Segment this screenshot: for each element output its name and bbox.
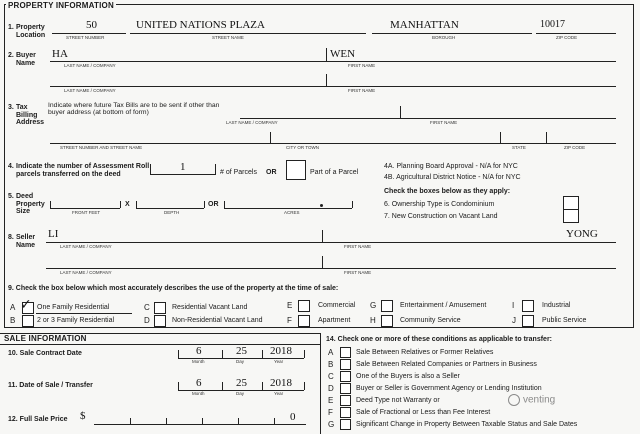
condition-text-d: Buyer or Seller is Government Agency or Lending Institution [356,385,542,392]
parcels-label: Indicate the number of Assessment Roll parcels transferred on the deed [16,163,150,178]
price-value[interactable]: 0 [290,411,296,423]
condition-text-g: Significant Change in Property Between Taxable Status and Sale Dates [356,421,578,428]
use-option-a-underline [36,313,132,314]
use-letter-j: J [512,316,516,325]
tax-billing-label: Tax Billing Address [16,104,45,127]
buyer-num: 2. [8,52,14,59]
use-letter-a: A [10,303,16,312]
use-option-e: Commercial [318,302,356,309]
price-tick-1 [130,418,131,424]
buyer-last-line-2 [50,86,326,87]
tax-billing-city-divider [270,132,271,144]
transfer-month-value[interactable]: 6 [196,377,202,389]
watermark-icon [508,394,520,406]
zip-line [536,33,616,34]
buyer-label: Buyer Name [16,52,36,67]
contract-month-value[interactable]: 6 [196,345,202,357]
condition-text-e: Deed Type not Warranty or [356,397,440,404]
price-label: 12. Full Sale Price [8,416,68,423]
seller-first-line-2 [322,268,616,269]
contract-tick-2 [222,350,223,358]
acres-tick-r [352,201,353,208]
use-checkbox-h[interactable] [381,315,393,327]
street-number-value[interactable]: 50 [86,19,97,31]
acres-tick-l [224,201,225,208]
condition-checkbox-b[interactable] [340,359,351,370]
tax-billing-last-caption: LAST NAME / COMPANY [226,120,278,125]
watermark-text: venting [523,394,556,406]
condition-checkbox-e[interactable] [340,395,351,406]
use-letter-i: I [512,301,515,310]
use-letter-g: G [370,301,377,310]
condition-text-a: Sale Between Relatives or Former Relatives [356,349,494,356]
street-name-line [130,33,366,34]
parcels-value[interactable]: 1 [180,161,186,173]
transfer-month-caption: Month [192,391,205,396]
tax-billing-num: 3. [8,104,14,111]
property-location-num: 1. [8,24,14,31]
buyer-first-caption-1: FIRST NAME [348,63,376,68]
tax-billing-name-line [240,118,616,119]
ownership-type-label: 6. Ownership Type is Condominium [384,201,495,208]
seller-num: 8. [8,234,14,241]
part-of-parcel-label: Part of a Parcel [310,169,359,176]
contract-tick-1 [178,350,179,358]
parcels-count-label: # of Parcels [220,169,257,176]
use-option-j: Public Service [542,317,587,324]
condition-letter-a: A [328,348,334,357]
use-letter-e: E [287,301,293,310]
use-option-d: Non-Residential Vacant Land [172,317,263,324]
zip-caption: ZIP CODE [556,35,578,40]
buyer-last-line-1 [50,61,326,62]
depth-caption: DEPTH [164,210,180,215]
buyer-first-name-value[interactable]: WEN [330,48,356,60]
acres-caption: ACRES [284,210,300,215]
use-letter-d: D [144,316,150,325]
condition-letter-d: D [328,384,334,393]
parcels-left-tick [150,164,151,174]
depth-tick-r [204,201,205,208]
street-name-caption: STREET NAME [212,35,244,40]
use-option-a: One Family Residential [37,304,110,311]
price-currency: $ [80,410,86,422]
front-feet-line [50,208,120,209]
price-tick-2 [166,418,167,424]
tax-billing-city-caption: CITY OR TOWN [286,145,320,150]
parcels-or: OR [266,169,277,176]
buyer-first-caption-2: FIRST NAME [348,88,376,93]
condition-checkbox-a[interactable] [340,347,351,358]
condition-text-c: One of the Buyers is also a Seller [356,373,460,380]
contract-tick-3 [262,350,263,358]
depth-line [136,208,204,209]
use-option-b: 2 or 3 Family Residential [37,317,115,324]
contract-year-caption: Year [274,359,284,364]
parcels-num: 4. [8,163,14,170]
buyer-first-line-1 [326,61,616,62]
front-feet-tick-l [50,201,51,208]
tax-billing-zip-caption: ZIP CODE [564,145,586,150]
seller-label: Seller Name [16,234,36,249]
planning-board-text: 4A. Planning Board Approval - N/A for NYC [384,163,518,170]
use-checkbox-i[interactable] [522,300,534,312]
transfer-date-label: 11. Date of Sale / Transfer [8,382,93,389]
ownership-condo-checkbox[interactable] [563,196,579,210]
part-of-parcel-checkbox[interactable] [286,160,306,180]
check-boxes-instruction: Check the boxes below as they apply: [384,188,511,195]
tax-billing-address-line [50,143,616,144]
use-checkbox-b[interactable] [22,315,34,327]
condition-checkbox-g[interactable] [340,419,351,430]
use-option-i: Industrial [542,302,571,309]
condition-checkbox-c[interactable] [340,371,351,382]
use-checkbox-e[interactable] [298,300,310,312]
condition-letter-e: E [328,396,334,405]
street-name-value[interactable]: UNITED NATIONS PLAZA [136,19,265,31]
buyer-divider [326,48,327,62]
use-letter-c: C [144,303,150,312]
seller-first-caption-1: FIRST NAME [344,244,372,249]
front-feet-caption: FRONT FEET [72,210,101,215]
use-option-g: Entertainment / Amusement [400,302,487,309]
price-tick-5 [274,418,275,424]
condition-letter-b: B [328,360,334,369]
contract-date-label: 10. Sale Contract Date [8,350,82,357]
borough-caption: BOROUGH [432,35,456,40]
property-info-header: PROPERTY INFORMATION [8,1,114,10]
transfer-year-value[interactable]: 2018 [270,377,292,389]
condition-checkbox-f[interactable] [340,407,351,418]
buyer-last-caption-2: LAST NAME / COMPANY [64,88,116,93]
transfer-tick-1 [178,382,179,390]
use-letter-b: B [10,316,16,325]
condition-text-b: Sale Between Related Companies or Partners in Business [356,361,537,368]
buyer-first-line-2 [326,86,616,87]
condition-letter-g: G [328,420,335,429]
use-checkbox-j[interactable] [522,315,534,327]
seller-last-line-2 [46,268,322,269]
condition-checkbox-d[interactable] [340,383,351,394]
street-number-caption: STREET NUMBER [66,35,105,40]
price-tick-3 [202,418,203,424]
acres-decimal-dot [320,204,323,207]
contract-year-value[interactable]: 2018 [270,345,292,357]
tax-billing-state-caption: STATE [512,145,526,150]
use-checkmark-a: ✓ [20,297,32,313]
transfer-day-value[interactable]: 25 [236,377,247,389]
use-checkbox-g[interactable] [381,300,393,312]
transfer-tick-2 [222,382,223,390]
new-construction-checkbox[interactable] [563,209,579,223]
use-checkbox-d[interactable] [154,315,166,327]
contract-tick-4 [304,350,305,358]
street-number-line [52,33,126,34]
use-instruction: 9. Check the box below which most accurately describes the use of the property at the time of sale: [8,285,339,292]
use-letter-h: H [370,316,376,325]
new-construction-label: 7. New Construction on Vacant Land [384,213,498,220]
seller-first-line-1 [322,242,616,243]
deed-num: 5. [8,193,14,200]
contract-day-value[interactable]: 25 [236,345,247,357]
tax-billing-street-caption: STREET NUMBER AND STREET NAME [60,145,143,150]
agricultural-notice-text: 4B. Agricultural District Notice - N/A for NYC [384,174,521,181]
seller-last-line-1 [46,242,322,243]
condition-letter-c: C [328,372,334,381]
borough-value[interactable]: MANHATTAN [390,19,459,31]
use-letter-f: F [287,316,292,325]
sale-info-header: SALE INFORMATION [4,334,87,343]
seller-first-name-value[interactable]: YONG [566,228,598,240]
contract-day-caption: Day [236,359,245,364]
deed-or: OR [208,201,219,208]
tax-billing-first-caption: FIRST NAME [430,120,458,125]
tax-billing-name-divider [400,106,401,119]
deed-x: X [125,201,130,208]
tax-billing-instruction: Indicate where future Tax Bills are to be sent if other than buyer address (at bottom of form) [48,102,220,117]
parcels-right-tick [215,164,216,174]
seller-last-caption-2: LAST NAME / COMPANY [60,270,112,275]
conditions-instruction: 14. Check one or more of these conditions as applicable to transfer: [326,336,552,343]
transfer-year-caption: Year [274,391,284,396]
depth-tick-l [136,201,137,208]
use-checkbox-c[interactable] [154,302,166,314]
price-line [94,424,306,425]
seller-last-name-value[interactable]: LI [48,228,59,240]
contract-month-caption: Month [192,359,205,364]
use-checkbox-f[interactable] [298,315,310,327]
acres-line [224,208,352,209]
property-location-label: Property Location [16,24,46,39]
buyer-last-caption-1: LAST NAME / COMPANY [64,63,116,68]
tax-billing-zip-divider [546,132,547,144]
price-tick-4 [238,418,239,424]
deed-label: Deed Property Size [16,193,45,216]
condition-letter-f: F [328,408,333,417]
use-option-c: Residential Vacant Land [172,304,248,311]
borough-line [372,33,532,34]
transfer-tick-4 [304,382,305,390]
parcels-line [150,174,216,175]
condition-text-f: Sale of Fractional or Less than Fee Interest [356,409,491,416]
zip-value[interactable]: 10017 [540,19,565,30]
transfer-day-caption: Day [236,391,245,396]
seller-last-caption-1: LAST NAME / COMPANY [60,244,112,249]
seller-first-caption-2: FIRST NAME [344,270,372,275]
use-option-h: Community Service [400,317,461,324]
watermark [508,394,555,406]
use-option-f: Apartment [318,317,351,324]
tax-billing-state-divider [500,132,501,144]
buyer-last-name-value[interactable]: HA [52,48,68,60]
transfer-tick-3 [262,382,263,390]
front-feet-tick-r [120,201,121,208]
